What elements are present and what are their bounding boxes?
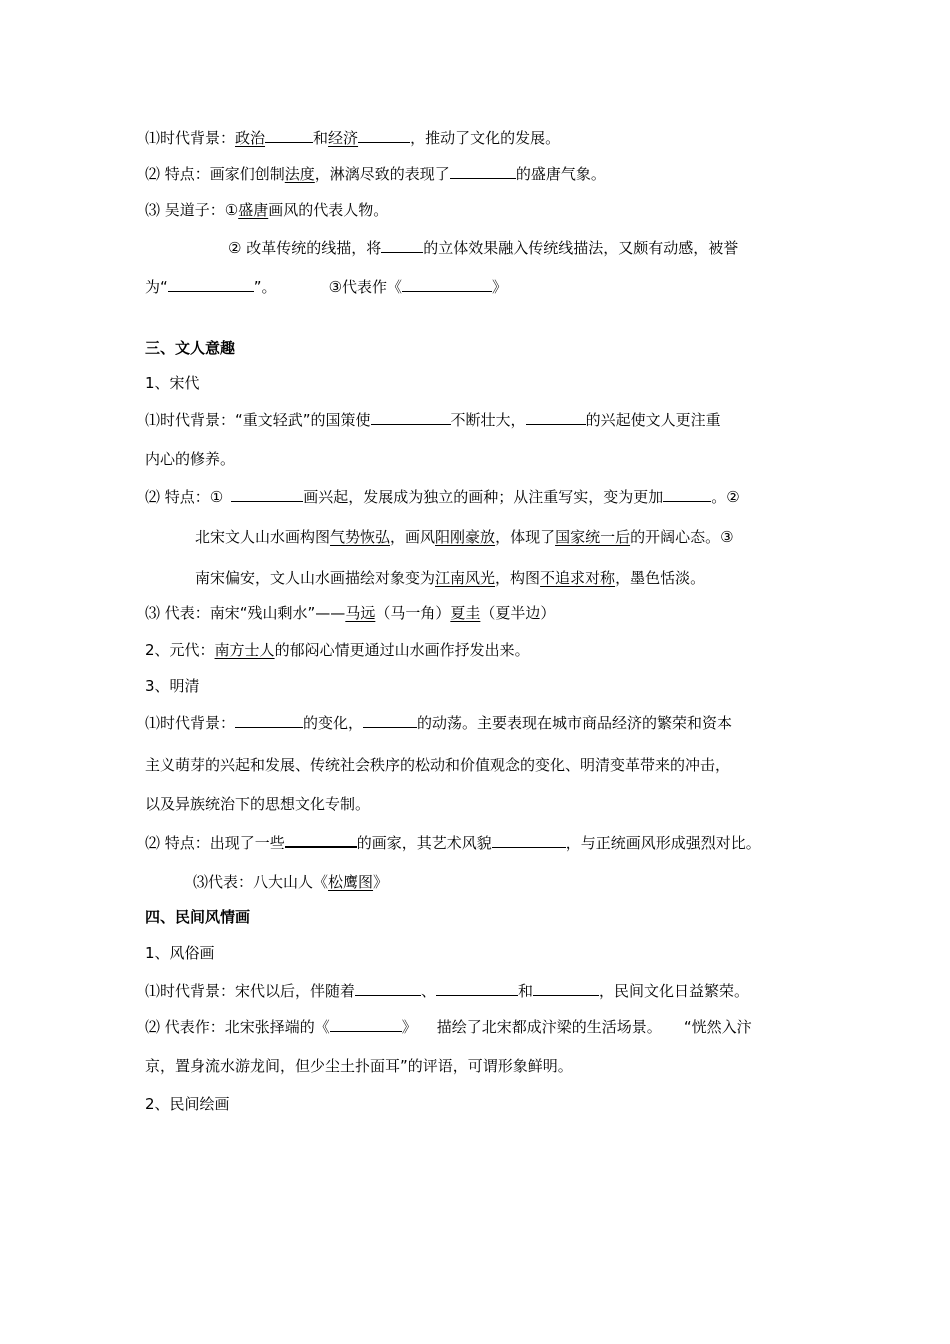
answer: 松鹰图 <box>328 873 374 891</box>
text: 不断壮大， <box>450 411 526 429</box>
blank <box>526 409 586 425</box>
ming-background-line-2: 主义萌芽的兴起和发展、传统社会秩序的松动和价值观念的变化、明清变革带来的冲击， <box>145 756 731 774</box>
blank <box>358 127 410 143</box>
text: 》 <box>401 1018 417 1036</box>
text: （马一角） <box>375 604 451 622</box>
answer-economy: 经济 <box>328 129 359 147</box>
song-background-line-2: 内心的修养。 <box>145 450 236 468</box>
ming-background-line-3: 以及异族统治下的思想文化专制。 <box>145 795 371 813</box>
blank <box>168 276 254 292</box>
folk-representative-line-2: 京，置身流水游龙间，但少尘土扑面耳”的评语，可谓形象鲜明。 <box>145 1057 573 1075</box>
answer: 夏圭 <box>450 604 481 622</box>
blank <box>265 127 313 143</box>
text: “恍然入汴 <box>683 1018 752 1036</box>
blank <box>231 486 303 502</box>
label: ⑵ 特点：出现了一些 <box>145 834 285 852</box>
subsection-title: 1、风俗画 <box>145 944 215 962</box>
wudaozi-line <box>145 200 388 220</box>
subsection-title: 1、宋代 <box>145 374 200 392</box>
blank <box>533 980 599 996</box>
blank <box>436 980 518 996</box>
text: ，墨色恬淡。 <box>615 569 706 587</box>
ming-representative-line <box>193 872 388 892</box>
text: 的兴起使文人更注重 <box>585 411 721 429</box>
text: ，与正统画风形成强烈对比。 <box>565 834 761 852</box>
label: 2、元代： <box>145 641 215 659</box>
subsection-title: 3、明清 <box>145 677 200 695</box>
answer: 南方士人 <box>214 641 275 659</box>
text: ，推动了文化的发展。 <box>410 129 561 147</box>
song-feature-line-3 <box>195 568 705 588</box>
wudaozi-line-3 <box>145 276 507 297</box>
subsection-title: 2、民间绘画 <box>145 1095 230 1113</box>
text: 的郁闷心情更通过山水画作抒发出来。 <box>274 641 530 659</box>
text: 描绘了北宋都成汴梁的生活场景。 <box>436 1018 662 1036</box>
song-feature-line <box>145 486 740 507</box>
text: 。② <box>711 488 740 506</box>
label: ⑴时代背景： <box>145 714 236 732</box>
text: ，淋漓尽致的表现了 <box>314 165 450 183</box>
text: 的立体效果融入传统线描法，又颇有动感，被誉 <box>423 239 739 257</box>
text: 》 <box>373 873 389 891</box>
text: 和 <box>313 129 329 147</box>
text: ”。 <box>253 278 277 296</box>
blank <box>402 276 492 292</box>
answer: 国家统一后 <box>555 528 631 546</box>
text: 的开阔心态。③ <box>630 528 734 546</box>
song-representative-line <box>145 603 555 623</box>
folk-representative-line <box>145 1016 752 1037</box>
label: ⑶ 吴道子：① <box>145 201 239 219</box>
label: ⑶代表：八大山人《 <box>193 873 329 891</box>
text: 、 <box>421 982 437 1000</box>
folk-background-line <box>145 980 749 1001</box>
text: 的变化， <box>303 714 364 732</box>
text: ⑴时代背景：“重文轻武”的国策使 <box>145 411 371 429</box>
text: ③代表作《 <box>328 278 403 296</box>
text: （夏半边） <box>480 604 556 622</box>
label: ⑴时代背景： <box>145 129 236 147</box>
label: ⑵ 特点：① <box>145 488 224 506</box>
answer: 不追求对称 <box>540 569 616 587</box>
label: ⑵ 代表作：北宋张择端的《 <box>145 1018 330 1036</box>
answer: 阳刚豪放 <box>435 528 496 546</box>
answer-politics: 政治 <box>235 129 266 147</box>
answer-fadu: 法度 <box>284 165 315 183</box>
blank <box>355 980 421 996</box>
label: ⑶ 代表：南宋“残山剩水”—— <box>145 604 346 622</box>
text: 》 <box>492 278 508 296</box>
text: 北宋文人山水画构图 <box>195 528 331 546</box>
song-feature-line-2 <box>195 527 734 547</box>
answer: 马远 <box>345 604 376 622</box>
blank <box>285 831 357 848</box>
text: 和 <box>518 982 534 1000</box>
blank <box>381 237 423 253</box>
blank <box>330 1016 402 1032</box>
text: 南宋偏安，文人山水画描绘对象变为 <box>195 569 436 587</box>
text: 为“ <box>145 278 168 296</box>
label: ⑴时代背景：宋代以后，伴随着 <box>145 982 356 1000</box>
text: ，画风 <box>390 528 436 546</box>
text: 的动荡。主要表现在城市商品经济的繁荣和资本 <box>417 714 733 732</box>
answer: 江南风光 <box>435 569 496 587</box>
section-heading: 四、民间风情画 <box>145 908 251 926</box>
feature-line <box>145 163 606 184</box>
ming-feature-line <box>145 831 761 853</box>
text: 画兴起，发展成为独立的画种；从注重写实，变为更加 <box>303 488 664 506</box>
text: ，构图 <box>495 569 541 587</box>
blank <box>450 163 516 179</box>
ming-background-line <box>145 712 732 733</box>
label: ⑵ 特点：画家们创制 <box>145 165 285 183</box>
text: ，民间文化日益繁荣。 <box>599 982 750 1000</box>
blank <box>492 832 566 848</box>
answer-shengtang: 盛唐 <box>238 201 269 219</box>
blank <box>371 409 451 425</box>
blank <box>363 712 417 728</box>
text: 画风的代表人物。 <box>268 201 389 219</box>
text: 的盛唐气象。 <box>515 165 606 183</box>
text: ② 改革传统的线描，将 <box>228 239 382 257</box>
section-heading: 三、文人意趣 <box>145 339 236 357</box>
text: ，体现了 <box>495 528 556 546</box>
background-line <box>145 127 560 148</box>
text: 的画家，其艺术风貌 <box>356 834 492 852</box>
answer: 气势恢弘 <box>330 528 391 546</box>
yuan-line <box>145 640 530 660</box>
blank <box>235 712 303 728</box>
blank <box>663 486 711 502</box>
wudaozi-line-2 <box>228 237 738 258</box>
song-background-line <box>145 409 721 430</box>
